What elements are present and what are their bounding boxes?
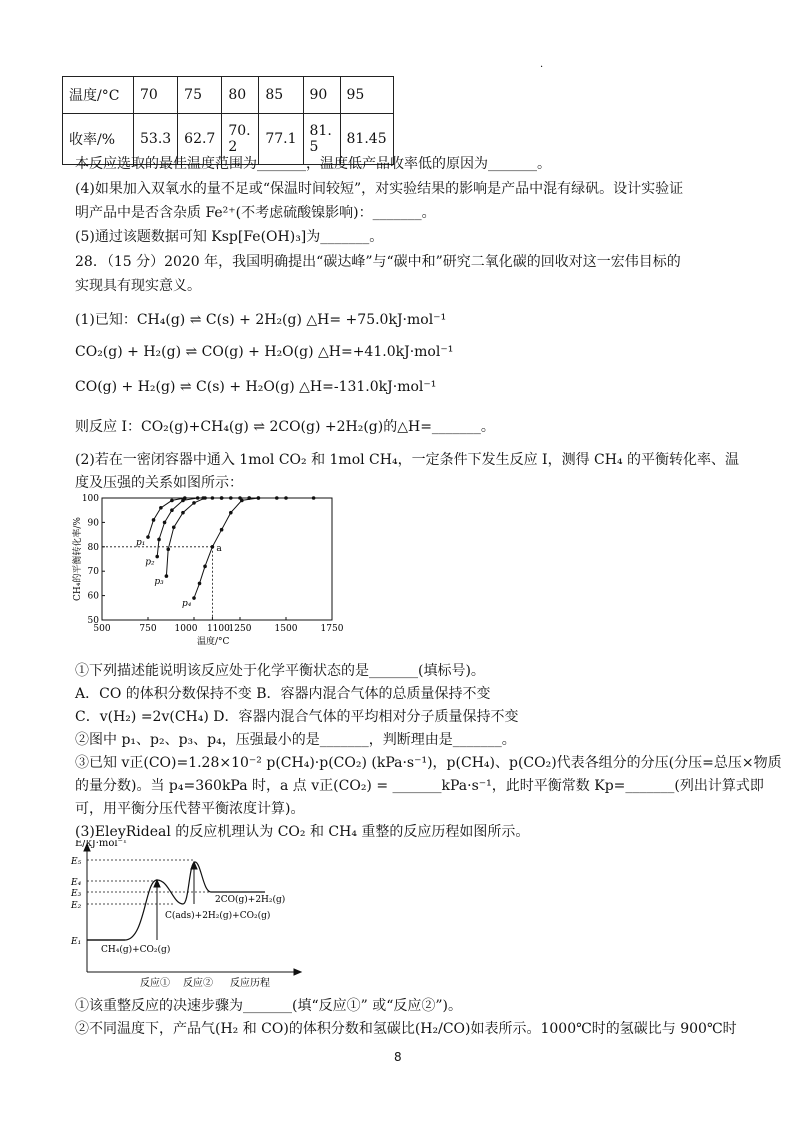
text-line: ①下列描述能说明该反应处于化学平衡状态的是_______(填标号)。 xyxy=(75,663,485,679)
text-line: 的量分数)。当 p₄=360kPa 时，a 点 v正(CO₂) = _______kPa·s⁻¹，此时平衡常数 Kp=_______(列出计算式即 xyxy=(75,778,764,794)
series-label: p₂ xyxy=(145,557,155,568)
text-line: 则反应 I：CO₂(g)+CH₄(g) ⇌ 2CO(g) +2H₂(g)的△H=_______。 xyxy=(75,419,495,435)
series-label: p₃ xyxy=(154,577,164,588)
table-cell: 81.45 xyxy=(340,114,393,165)
data-point xyxy=(159,506,163,510)
y-axis-label: E/kJ·mol⁻¹ xyxy=(75,840,127,849)
tick-label: E₂ xyxy=(71,901,82,911)
table-cell: 70.2 xyxy=(222,114,259,165)
x-tick-label: 1000 xyxy=(174,624,198,634)
data-point xyxy=(181,499,185,503)
conversion-chart xyxy=(70,488,350,653)
table-row xyxy=(63,77,394,114)
data-point xyxy=(312,496,316,500)
y-tick-label: 60 xyxy=(87,591,99,602)
data-point xyxy=(170,499,174,503)
data-point xyxy=(203,565,207,569)
x-axis-label: 温度/°C xyxy=(197,637,230,647)
data-point xyxy=(192,501,196,505)
table-cell: 温度/°C xyxy=(63,77,134,114)
data-point xyxy=(229,511,233,515)
text-line: (3)EleyRideal 的反应机理认为 CO₂ 和 CH₄ 重整的反应历程如图所示。 xyxy=(75,824,530,840)
series-line xyxy=(148,498,258,537)
data-point xyxy=(152,518,156,522)
data-point xyxy=(198,582,202,586)
x-tick-label: 1500 xyxy=(274,624,298,634)
data-point xyxy=(155,555,159,559)
table-cell: 53.3 xyxy=(134,114,178,165)
series-line xyxy=(166,498,276,576)
text-line: CO(g) + H₂(g) ⇌ C(s) + H₂O(g) △H=-131.0kJ·mol⁻¹ xyxy=(75,379,437,395)
series-label: p₁ xyxy=(136,538,146,549)
data-point xyxy=(220,528,224,532)
energy-levels xyxy=(70,857,82,947)
y-tick-label: 70 xyxy=(87,567,99,578)
data-point xyxy=(203,496,207,500)
species-label: C(ads)+2H₂(g)+CO₂(g) xyxy=(165,911,271,921)
x-tick-label: 1250 xyxy=(228,624,252,634)
page-mark: · xyxy=(540,62,544,73)
tick-label: E₃ xyxy=(71,889,82,899)
data-point xyxy=(192,596,196,600)
text-line: 可，用平衡分压代替平衡浓度计算)。 xyxy=(75,801,305,817)
text-line: ③已知 v正(CO)=1.28×10⁻² p(CH₄)·p(CO₂) (kPa·s⁻¹)，p(CH₄)、p(CO₂)代表各组分的分压(分压=总压×物质 xyxy=(75,755,782,771)
tick-label: E₅ xyxy=(71,857,82,867)
text-line: (1)已知：CH₄(g) ⇌ C(s) + 2H₂(g) △H= +75.0kJ·mol⁻¹ xyxy=(75,312,447,328)
text-line: (5)通过该题数据可知 Ksp[Fe(OH)₃]为_______。 xyxy=(75,229,384,245)
x-tick-label: 750 xyxy=(139,624,157,634)
text-line: A．CO 的体积分数保持不变 B．容器内混合气体的总质量保持不变 xyxy=(75,686,491,702)
plot-frame xyxy=(102,498,332,620)
x-tick-label: 500 xyxy=(93,624,111,634)
text-line: ②图中 p₁、p₂、p₃、p₄，压强最小的是_______，判断理由是_______。 xyxy=(75,732,516,748)
tick-label: E₁ xyxy=(71,937,82,947)
data-point xyxy=(146,535,150,539)
table-cell: 95 xyxy=(340,77,393,114)
data-point xyxy=(240,499,244,503)
series-label: p₄ xyxy=(182,599,192,610)
table-cell: 85 xyxy=(259,77,303,114)
data-point xyxy=(220,496,224,500)
table-cell: 81.5 xyxy=(303,114,340,165)
tick-label: E₄ xyxy=(71,878,82,888)
species-label: 2CO(g)+2H₂(g) xyxy=(215,895,286,905)
table-cell: 70 xyxy=(134,77,178,114)
species-label: CH₄(g)+CO₂(g) xyxy=(101,945,171,955)
table-cell: 75 xyxy=(178,77,222,114)
data-point xyxy=(157,538,161,542)
x-axis-label: 反应历程 xyxy=(230,978,270,989)
table-cell: 62.7 xyxy=(178,114,222,165)
data-point xyxy=(172,525,176,529)
data-point xyxy=(165,574,169,578)
text-line: 度及压强的关系如图所示： xyxy=(75,475,243,491)
text-line: CO₂(g) + H₂(g) ⇌ CO(g) + H₂O(g) △H=+41.0kJ·mol⁻¹ xyxy=(75,344,454,360)
text-line: ①该重整反应的决速步骤为_______(填“反应①” 或“反应②”)。 xyxy=(75,998,463,1014)
text-line: 28．（15 分）2020 年，我国明确提出“碳达峰”与“碳中和”研究二氧化碳的回收对这一宏伟目标的 xyxy=(75,254,681,270)
table-cell: 收率/% xyxy=(63,114,134,165)
text-line: (2)若在一密闭容器中通入 1mol CO₂ 和 1mol CH₄，一定条件下发生反应 I，测得 CH₄ 的平衡转化率、温 xyxy=(75,452,740,468)
data-point xyxy=(196,496,200,500)
y-tick-label: 80 xyxy=(87,542,99,553)
data-point xyxy=(163,521,167,525)
text-line: 实现具有现实意义。 xyxy=(75,278,201,294)
x-axis-arrow xyxy=(294,969,301,975)
data-point xyxy=(166,547,170,551)
point-a-label: a xyxy=(216,543,222,554)
text-line: (4)如果加入双氧水的量不足或“保温时间较短”，对实验结果的影响是产品中混有绿矾。设计实验证 xyxy=(75,181,684,197)
y-tick-label: 100 xyxy=(81,494,99,504)
y-tick-label: 90 xyxy=(87,518,99,529)
table-cell: 77.1 xyxy=(259,114,303,165)
table-cell: 90 xyxy=(303,77,340,114)
data-point xyxy=(170,508,174,512)
x-label: 反应② xyxy=(183,978,213,989)
x-label: 反应① xyxy=(140,978,170,989)
x-tick-label: 1750 xyxy=(320,624,344,634)
yield-table xyxy=(62,76,394,165)
data-point xyxy=(181,511,185,515)
data-point xyxy=(257,496,261,500)
text-line: 明产品中是否含杂质 Fe²⁺(不考虑硫酸镍影响)：_______。 xyxy=(75,205,436,221)
x-tick-label: 1100 xyxy=(206,624,230,634)
text-line: ②不同温度下，产品气(H₂ 和 CO)的体积分数和氢碳比(H₂/CO)如表所示。1000℃时的氢碳比与 900℃时 xyxy=(75,1021,737,1037)
text-line: 本反应选取的最佳温度范围为_______，温度低产品收率低的原因为_______。 xyxy=(75,156,551,172)
text-line: C．v(H₂) =2v(CH₄) D．容器内混合气体的平均相对分子质量保持不变 xyxy=(75,709,519,725)
page-number: 8 xyxy=(394,1050,402,1064)
data-point xyxy=(284,496,288,500)
table-cell: 80 xyxy=(222,77,259,114)
y-axis-label: CH₄的平衡转化率/% xyxy=(73,517,83,601)
energy-profile-diagram xyxy=(65,840,315,990)
y-tick-label: 50 xyxy=(87,616,99,626)
